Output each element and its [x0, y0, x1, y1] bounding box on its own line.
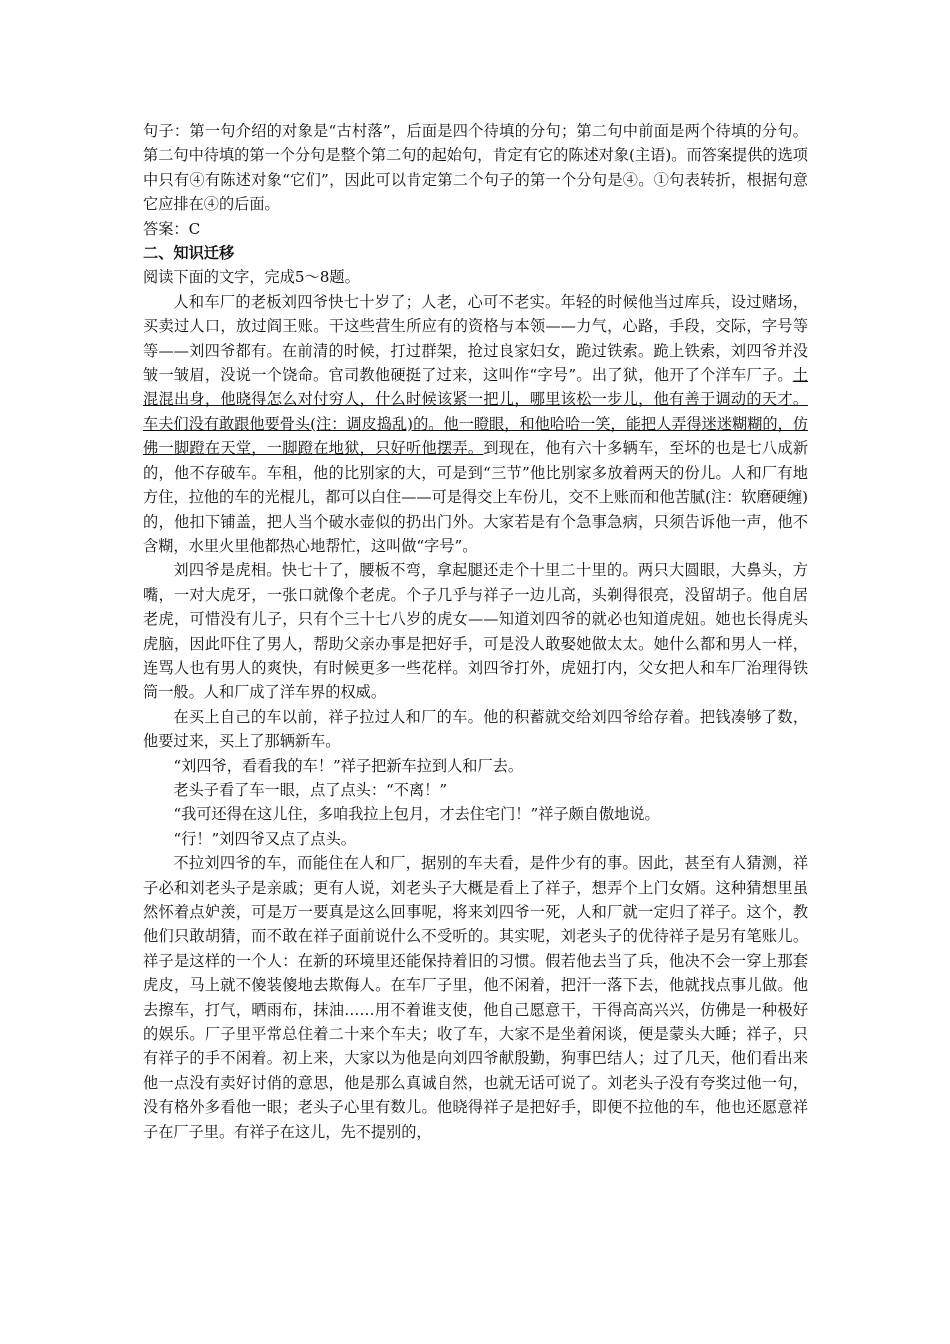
explanation-paragraph: 句子：第一句介绍的对象是“古村落”，后面是四个待填的分句；第二句中前面是两个待填的分句。第二句中待填的第一个分句是整个第二句的起始句，肯定有它的陈述对象(主语)。而答案提供的选项中只有④有陈述对象“它们”，因此可以肯定第二个句子的第一个分句是④。①句表转折，根据句意它应排在④的后面。	[143, 122, 808, 214]
document-page	[143, 119, 808, 1144]
passage-text: 人和车厂的老板刘四爷快七十岁了；人老，心可不老实。年轻的时候他当过库兵，设过赌场，买卖过人口，放过阎王账。干这些营生所应有的资格与本领——力气，心路，手段，交际，字号等等——刘四爷都有。在前清的时候，打过群架，抢过良家妇女，跪过铁索。跪上铁索，刘四爷并没皱一皱眉，没说一个饶命。官司教他硬挺了过来，这叫作“字号”。出了狱，他开了个洋车厂子。	[143, 292, 808, 385]
passage-paragraph-2: 刘四爷是虎相。快七十了，腰板不弯，拿起腿还走个十里二十里的。两只大圆眼，大鼻头，方嘴，一对大虎牙，一张口就像个老虎。个子几乎与祥子一边儿高，头剃得很亮，没留胡子。他自居老虎，可惜没有儿子，只有个三十七八岁的虎女——知道刘四爷的就必也知道虎妞。她也长得虎头虎脑，因此吓住了男人，帮助父亲办事是把好手，可是没人敢娶她做太太。她什么都和男人一样，连骂人也有男人的爽快，有时候更多一些花样。刘四爷打外，虎妞打内，父女把人和车厂治理得铁筒一般。人和厂成了洋车界的权威。	[143, 561, 808, 702]
passage-paragraph-6: “我可还得在这儿住，多咱我拉上包月，才去住宅门！”祥子颇自傲地说。	[173, 805, 660, 824]
answer-line: 答案：C	[143, 219, 201, 238]
underlined-passage: 土混混出身，他晓得怎么对付穷人，什么时候该紧一把儿，哪里该松一步儿，他有善于调动的天才。车夫们没有敢跟他要骨头(注：调皮捣乱)的。他一瞪眼，和他哈哈一笑，能把人弄得迷迷糊糊的，仿佛一脚蹬在天堂，一脚蹬在地狱，只好听他摆弄。	[143, 366, 808, 458]
section-heading: 二、知识迁移	[143, 244, 235, 263]
section-instruction: 阅读下面的文字，完成5～8题。	[143, 268, 360, 287]
passage-paragraph-3: 在买上自己的车以前，祥子拉过人和厂的车。他的积蓄就交给刘四爷给存着。把钱凑够了数，他要过来，买上了那辆新车。	[143, 707, 808, 751]
passage-paragraph-5: 老头子看了车一眼，点了点头：“不离！”	[173, 780, 448, 799]
passage-paragraph-1	[143, 290, 808, 558]
passage-text: 到现在，他有六十多辆车，至坏的也是七八成新的，他不存破车。车租，他的比别家的大，可是到“三节”他比别家多放着两天的份儿。人和厂有地方住，拉他的车的光棍儿，都可以白住——可是得交上车份儿，交不上账而和他苦腻(注：软磨硬缠)的，他扣下铺盖，把人当个破水壶似的扔出门外。大家若是有个急事急病，只须告诉他一声，他不含糊，水里火里他都热心地帮忙，这叫做“字号”。	[143, 439, 809, 555]
passage-paragraph-8: 不拉刘四爷的车，而能住在人和厂，据别的车夫看，是件少有的事。因此，甚至有人猜测，祥子必和刘老头子是亲戚；更有人说，刘老头子大概是看上了祥子，想弄个上门女婿。这种猜想里虽然怀着点妒羡，可是万一要真是这么回事呢，将来刘四爷一死，人和厂就一定归了祥子。这个，教他们只敢胡猜，而不敢在祥子面前说什么不受听的。其实呢，刘老头子的优待祥子是另有笔账儿。祥子是这样的一个人：在新的环境里还能保持着旧的习惯。假若他去当了兵，他决不会一穿上那套虎皮，马上就不傻装傻地去欺侮人。在车厂子里，他不闲着，把汗一落下去，他就找点事儿做。他去擦车，打气，晒雨布，抹油……用不着谁支使，他自己愿意干，干得高高兴兴，仿佛是一种极好的娱乐。厂子里平常总住着二十来个车夫；收了车，大家不是坐着闲谈，便是蒙头大睡；祥子，只有祥子的手不闲着。初上来，大家以为他是向刘四爷献殷勤，狗事巴结人；过了几天，他们看出来他一点没有卖好讨俏的意思，他是那么真诚自然，也就无话可说了。刘老头子没有夸奖过他一句，没有格外多看他一眼；老头子心里有数儿。他晓得祥子是把好手，即便不拉他的车，他也还愿意祥子在厂子里。有祥子在这儿，先不提别的，	[143, 854, 808, 1141]
passage-paragraph-4: “刘四爷，看看我的车！”祥子把新车拉到人和厂去。	[173, 756, 524, 775]
passage-paragraph-7: “行！”刘四爷又点了点头。	[173, 829, 356, 848]
